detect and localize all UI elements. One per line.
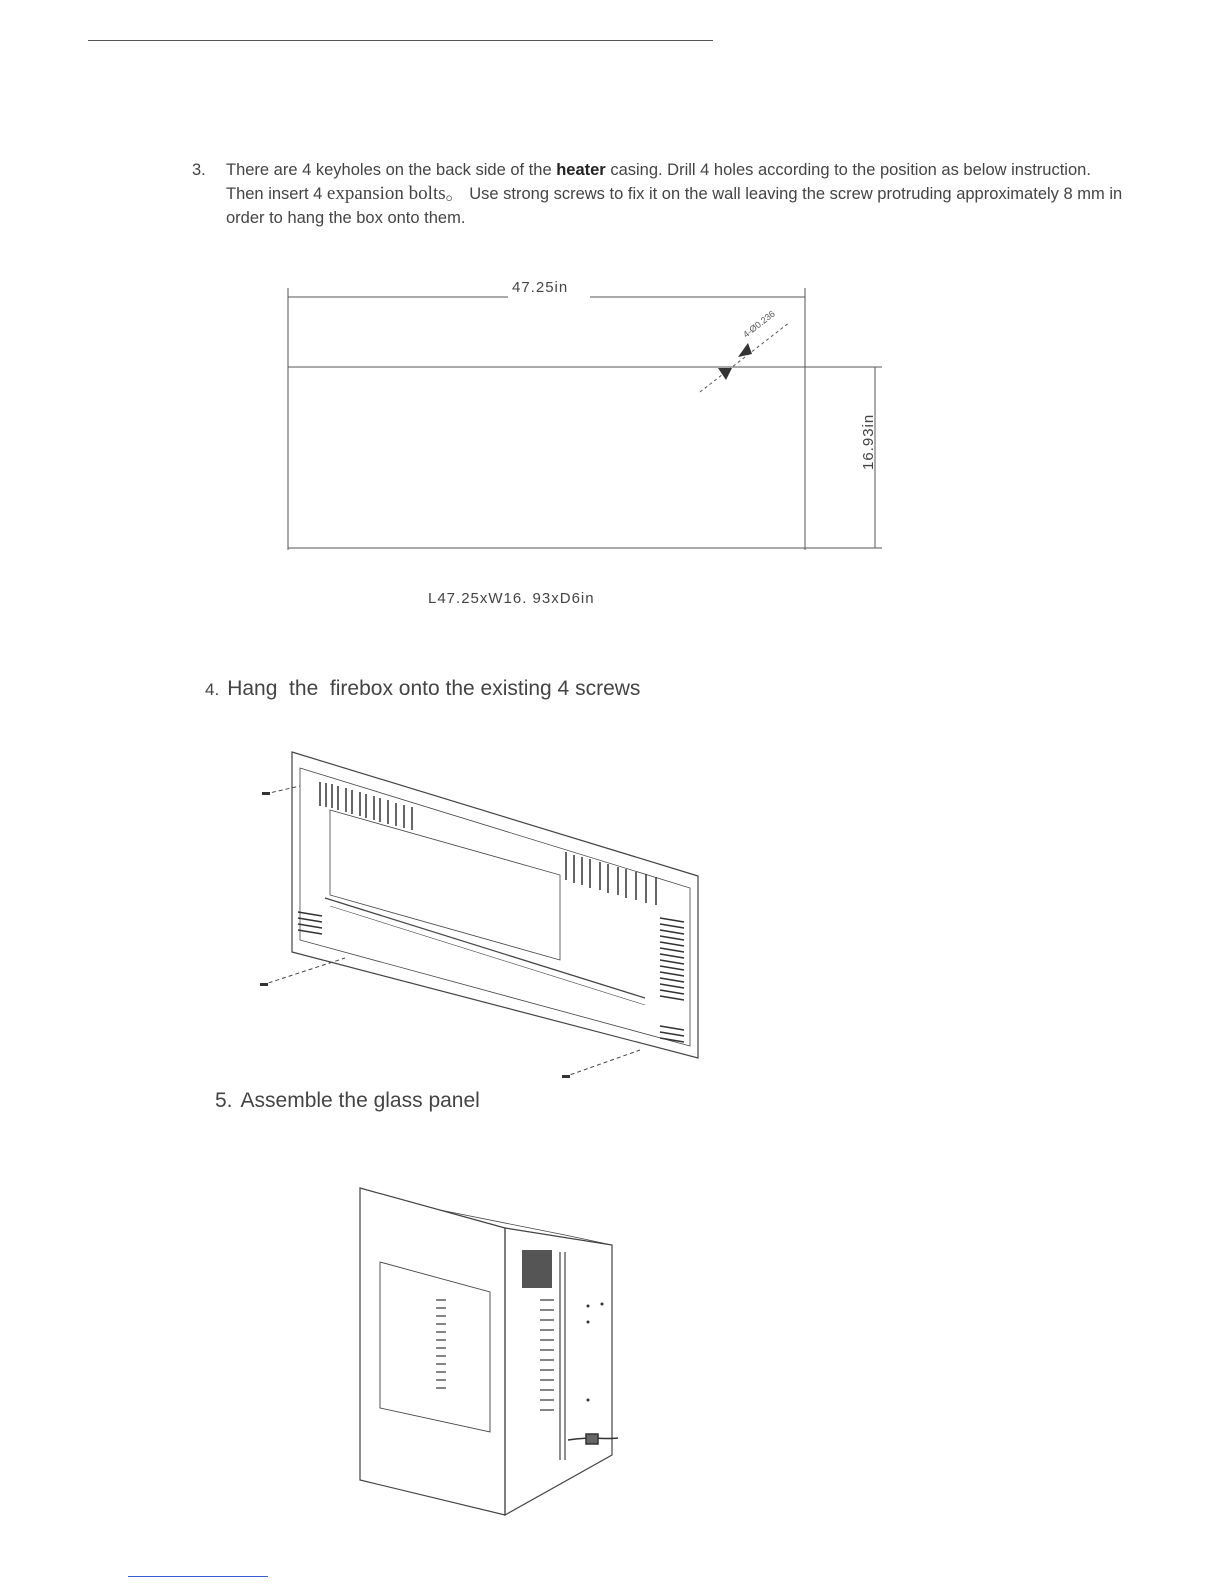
width-dimension-label: 47.25in bbox=[512, 279, 569, 296]
inner-vents bbox=[436, 1300, 554, 1410]
panel-vent-block bbox=[522, 1250, 552, 1288]
height-dimension-label: 16.93in bbox=[860, 413, 877, 470]
power-cord bbox=[568, 1434, 618, 1444]
firebox-side bbox=[505, 1228, 612, 1515]
step-3-number: 3. bbox=[192, 161, 206, 179]
side-screw-holes bbox=[587, 1303, 604, 1402]
step-3-text: There are 4 keyholes on the back side of the heater casing. Drill 4 holes according to the position as below instruction. Then insert 4 expansion bolts。 Use strong screws to fix it on the wall leaving the screw protruding approximately 8 mm in order to hang the box onto them. bbox=[226, 161, 1123, 227]
firebox-top bbox=[440, 1210, 612, 1245]
dimensions-caption: L47.25xW16. 93xD6in bbox=[428, 590, 595, 607]
glass-panel-window bbox=[380, 1262, 490, 1432]
step-5-heading: 5. Assemble the glass panel bbox=[215, 1089, 480, 1112]
heater-emphasis: heater bbox=[556, 161, 606, 179]
step-4-heading: 4. Hang the firebox onto the existing 4 screws bbox=[205, 677, 641, 700]
hole-size-label: 4-Ø0.236 bbox=[741, 308, 777, 340]
footer-link-rule bbox=[128, 1576, 268, 1577]
glass-panel bbox=[360, 1188, 505, 1515]
